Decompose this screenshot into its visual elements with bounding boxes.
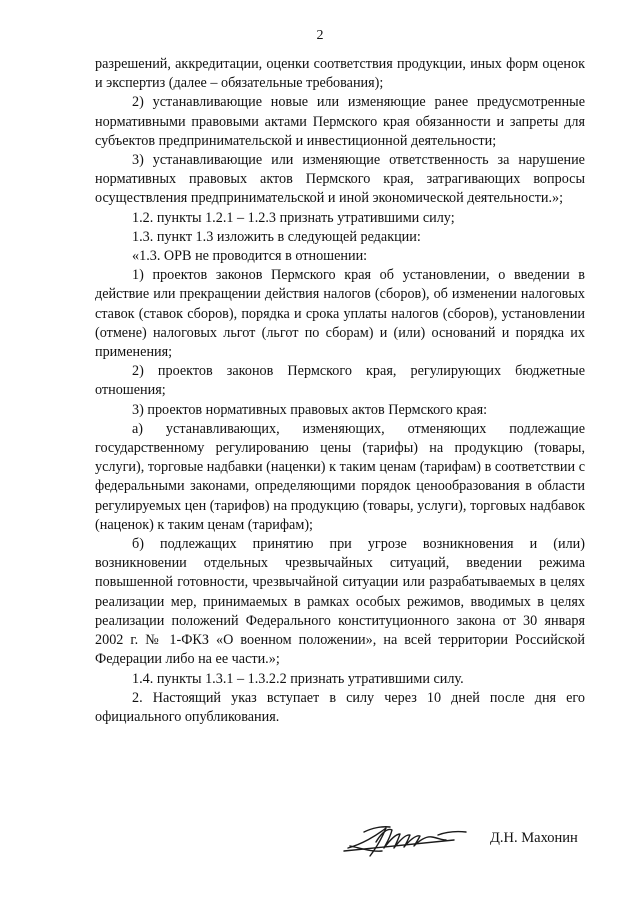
paragraph: разрешений, аккредитации, оценки соответствия продукции, иных форм оценок и экспертиз (далее – обязательные требования);: [95, 56, 585, 92]
paragraph: б) подлежащих принятию при угрозе возникновения и (или) возникновении отдельных чрезвычайных ситуаций, введении режима повышенной готовности, чрезвычайной ситуации или разрабатываемых в целях реализации мер, принимаемых в рамках особых режимов, вводимых в целях реализации положений Федерального конституционного закона от 30 января 2002 г. № 1-ФКЗ «О военном положении», на всей территории Российской Федерации либо на ее части.»;: [95, 536, 585, 668]
paragraph: 1.2. пункты 1.2.1 – 1.2.3 признать утратившими силу;: [132, 209, 455, 226]
handwritten-signature: [342, 818, 470, 860]
paragraph: 1.3. пункт 1.3 изложить в следующей редакции:: [132, 228, 421, 245]
paragraph: 2) проектов законов Пермского края, регулирующих бюджетные отношения;: [95, 363, 585, 399]
paragraph: а) устанавливающих, изменяющих, отменяющих подлежащие государственному регулированию цены (тарифы) на продукцию (товары, услуги), торговые надбавки (наценки) к таким ценам (тарифам) в соответствии с федеральными законами, определяющими порядок ценообразования в области регулируемых цен (тарифов) на продукцию (товары, услуги), торговых надбавок (наценок) к таким ценам (тарифам);: [95, 420, 585, 533]
paragraph: «1.3. ОРВ не проводится в отношении:: [132, 248, 368, 265]
paragraph: 1.4. пункты 1.3.1 – 1.3.2.2 признать утратившими силу.: [132, 670, 464, 687]
paragraph: 1) проектов законов Пермского края об установлении, о введении в действие или прекращении действия налогов (сборов), об изменении налоговых ставок (ставок сборов), порядка и срока уплаты налогов (сборов), установлении (отмене) налоговых льгот (льгот по сборам) и (или) оснований и порядка их применения;: [95, 267, 585, 361]
page-number: 2: [316, 28, 324, 43]
paragraph: 3) устанавливающие или изменяющие ответственность за нарушение нормативных правовых актов Пермского края, затрагивающих вопросы осуществления предпринимательской и иной экономической деятельности.»;: [95, 152, 585, 207]
document-body: [95, 55, 585, 727]
signatory-name: Д.Н. Махонин: [490, 830, 578, 846]
paragraph: 3) проектов нормативных правовых актов Пермского края:: [132, 401, 488, 418]
signature-block: [340, 818, 590, 868]
paragraph: 2) устанавливающие новые или изменяющие ранее предусмотренные нормативными правовыми актами Пермского края обязанности и запреты для субъектов предпринимательской и инвестиционной деятельности;: [95, 94, 585, 149]
paragraph: 2. Настоящий указ вступает в силу через 10 дней после дня его официального опубликования.: [95, 689, 585, 725]
